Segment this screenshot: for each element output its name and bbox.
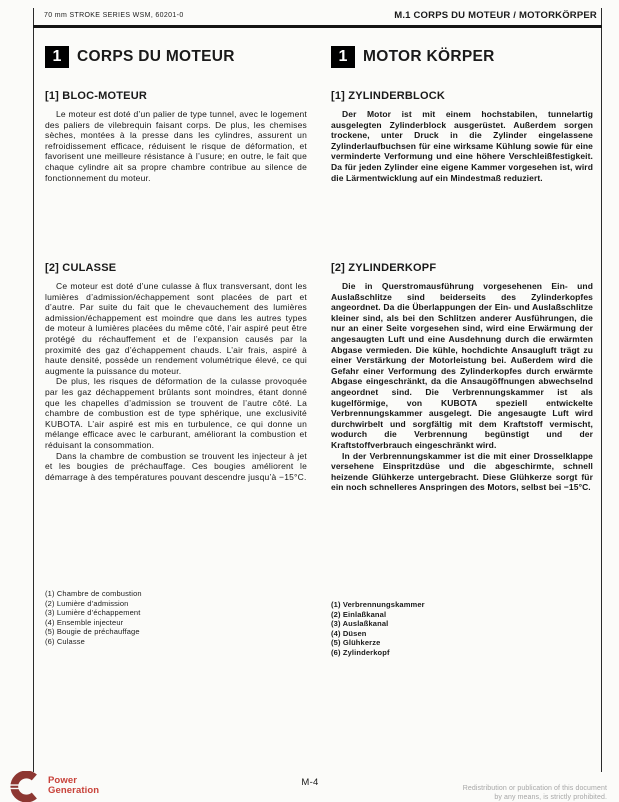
- legend-list-fr: [45, 589, 307, 646]
- legend-item: (4) Ensemble injecteur: [45, 617, 124, 627]
- body-paragraph: De plus, les risques de déformation de la culasse provoquée par les gaz déchappement brûlants sont moindres, étant donné que les chapelles d’admission se trouvent de l’autre côté. La chambre de combustion est de type sphérique, une exclusivité KUBOTA. L’air aspiré est mis en turbulence, ce qui donne un mélange efficace avec le carburant, améliorant la combustion et réduisant la consommation.: [45, 376, 307, 450]
- legend-item: (5) Glühkerze: [331, 638, 381, 647]
- body-paragraph: Dans la chambre de combustion se trouvent les injecteur à jet et les bougies de préchauffage. Ces bougies améliorent le démarrage à des températures pouvant descendre jusqu’à −15°C.: [45, 450, 307, 482]
- logo-word-line1: Power: [48, 775, 78, 786]
- legend-item: (3) Auslaßkanal: [331, 619, 389, 628]
- legend-item: (5) Bougie de préchauffage: [45, 627, 140, 636]
- legend-item: (3) Lumière d’échappement: [45, 608, 141, 617]
- legend-list-de: [331, 600, 593, 657]
- disclaimer-line2: by any means, is strictly prohibited.: [494, 793, 607, 801]
- disclaimer-text: [463, 785, 607, 802]
- header-series-label: 70 mm STROKE SERIES WSM, 60201-0: [44, 12, 184, 19]
- section-number-badge: 1: [331, 46, 355, 68]
- subsection-culasse: [45, 262, 307, 482]
- section-title: CORPS DU MOTEUR: [77, 47, 235, 65]
- section-title: MOTOR KÖRPER: [363, 47, 495, 65]
- section-number-badge: 1: [45, 46, 69, 68]
- legend-item: (6) Culasse: [45, 636, 85, 646]
- subsection-zylinderblock: [331, 90, 593, 183]
- page-border-left: [33, 8, 34, 772]
- header-rule: [33, 25, 602, 28]
- body-paragraph: Ce moteur est doté d’une culasse à flux transversant, dont les lumières d’admission/échappement sont placées de part et d’autre. Par suite du fait que le chevauchement des lumières admission/échappement est moindre que dans les autres types de moteur à lumières placées du même côté, l’air aspiré peut être protégé du réchauffement et de l’expansion causés par la proximité des gaz d’échappement chauds. L’air frais, aspiré à haute densité, possède un rendement volumétrique élevé, ce qui augmente la puissance du moteur.: [45, 281, 307, 376]
- disclaimer-line1: Redistribution or publication of this document: [462, 785, 607, 792]
- subsection-heading: [1] ZYLINDERBLOCK: [331, 90, 446, 102]
- brand-logo: [6, 771, 99, 802]
- legend-item: (1) Chambre de combustion: [45, 589, 142, 598]
- subsection-heading: [2] CULASSE: [45, 262, 117, 274]
- body-paragraph: In der Verbrennungskammer ist die mit einer Drosselklappe versehene Einspritzdüse und die abgeschirmte, schnell heizende Glühkerze untergebracht. Diese Glühkerze sorgt für ein noch schnelleres Anspringen des Motors, selbst bei −15°C.: [331, 450, 593, 493]
- subsection-heading: [1] BLOC-MOTEUR: [45, 90, 147, 102]
- body-paragraph: Die in Querstromausführung vorgesehenen Ein- und Auslaßschlitze sind beiderseits des Zylinderkopfes angeordnet. Da die Überlappungen der Ein- und Auslaßschlitze kleiner sind, als bei den Schlitzen anderer Ausführungen, die nur an einer Seite vorgesehen sind, wird eine Erwärmung der angesaugten Luft und eine Ausdehnung durch die erwärmten Abgase vermieden. Die kühle, hochdichte Ansaugluft trägt zu einer Verstärkung der Motorleistung bei. Außerdem wird die Gefahr einer Verformung des Zylinderkopfes durch erwärmte Abgase eingeschränkt, da die Ansaugöffnungen abwechselnd angeordnet sind. Die Verbrennungskammer ist als kugelförmige, von KUBOTA speziell entwickelte Verbrennungskammer ausgelegt. Die angesaugte Luft wird durchwirbelt und sorgfältig mit dem Kraftstoff vermischt, wodurch die Verbrennung begünstigt und der Kraftstoffverbrauch eingeschränkt wird.: [331, 281, 593, 450]
- legend-item: (1) Verbrennungskammer: [331, 600, 425, 609]
- section-heading-fr: [45, 44, 307, 69]
- subsection-bloc-moteur: [45, 90, 307, 183]
- logo-word-line2: Generation: [48, 785, 100, 796]
- cummins-c-icon: [6, 771, 42, 802]
- logo-wordmark: [48, 776, 99, 796]
- subsection-zylinderkopf: [331, 262, 593, 493]
- page-number: M-4: [301, 777, 319, 788]
- column-french: [45, 44, 307, 754]
- column-german: [331, 44, 593, 754]
- legend-item: (2) Lumière d’admission: [45, 598, 129, 608]
- header-chapter-label: M.1 CORPS DU MOTEUR / MOTORKÖRPER: [394, 10, 597, 21]
- section-heading-de: [331, 44, 593, 69]
- legend-item: (6) Zylinderkopf: [331, 647, 390, 657]
- body-paragraph: Der Motor ist mit einem hochstabilen, tunnelartig ausgelegten Zylinderblock ausgerüstet. Außerdem sorgen trockene, unter Druck in die Zylinder eingelassene Zylinderlaufbuchsen für eine wirksame Kühlung sowie für eine verminderte Verformung und eine höhere Verschleißfestigkeit. Da für jeden Zylinder eine eigene Kammer vorgesehen ist, wird die Lärmentwicklung auf ein Mindestmaß reduziert.: [331, 109, 593, 183]
- legend-item: (2) Einlaßkanal: [331, 609, 387, 619]
- page-border-right: [601, 8, 602, 772]
- body-paragraph: Le moteur est doté d’un palier de type tunnel, avec le logement des paliers de vilebrequin faisant corps. De plus, les chemises sèches, montées à la presse dans les cylindres, assurent un refroidissement efficace, réduisent le risque de déformation, et favorisent une meilleure résistance à l’usure; en outre, le fait que chaque cylindre ait sa propre chambre contribue au silence de fonctionnement du moteur.: [45, 109, 307, 183]
- legend-item: (4) Düsen: [331, 628, 367, 638]
- subsection-heading: [2] ZYLINDERKOPF: [331, 262, 437, 274]
